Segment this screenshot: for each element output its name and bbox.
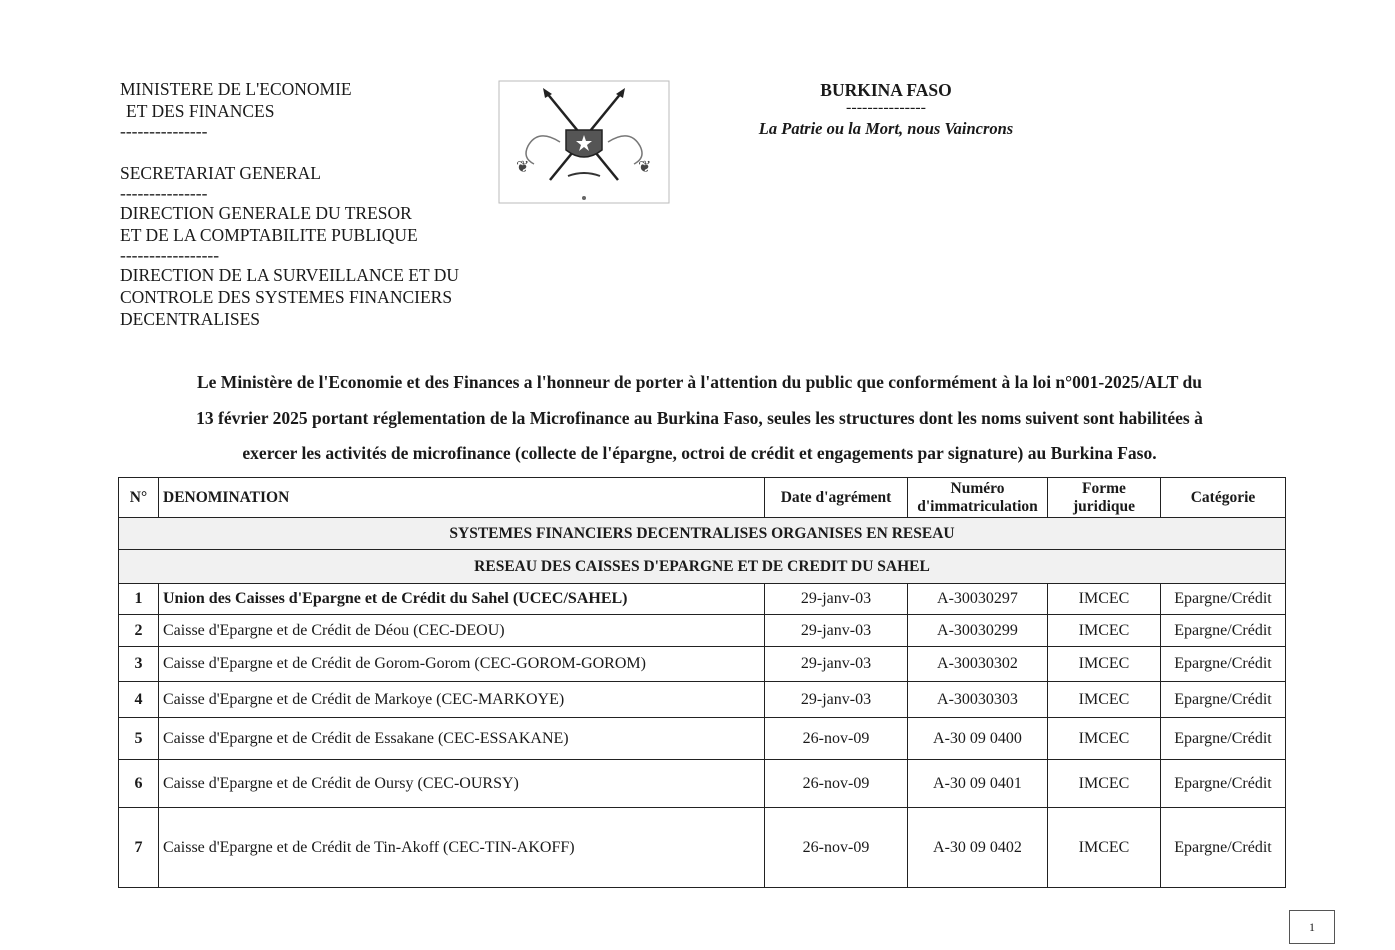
table-row <box>119 615 1286 647</box>
row-denomination: Caisse d'Epargne et de Crédit de Gorom-Gorom (CEC-GOROM-GOROM) <box>159 647 765 682</box>
row-numero: A-30 09 0400 <box>908 718 1048 760</box>
row-number: 7 <box>119 808 159 888</box>
col-numero-header: Numéro d'immatriculation <box>908 478 1048 518</box>
section-row <box>119 518 1286 550</box>
direction-line: DIRECTION DE LA SURVEILLANCE ET DU <box>120 265 460 285</box>
row-number: 3 <box>119 647 159 682</box>
col-date-header: Date d'agrément <box>765 478 908 518</box>
col-forme-header: Forme juridique <box>1048 478 1161 518</box>
row-date: 29-janv-03 <box>765 647 908 682</box>
intro-paragraph <box>112 365 1287 472</box>
row-number: 6 <box>119 760 159 808</box>
country-name: BURKINA FASO <box>820 80 952 100</box>
row-date: 29-janv-03 <box>765 615 908 647</box>
separator: --------------- <box>846 99 926 116</box>
table-row <box>119 808 1286 888</box>
row-forme: IMCEC <box>1048 760 1161 808</box>
row-denomination: Caisse d'Epargne et de Crédit de Markoye (CEC-MARKOYE) <box>159 682 765 718</box>
row-date: 26-nov-09 <box>765 808 908 888</box>
row-categorie: Epargne/Crédit <box>1161 584 1286 615</box>
row-categorie: Epargne/Crédit <box>1161 615 1286 647</box>
row-forme: IMCEC <box>1048 718 1161 760</box>
row-forme: IMCEC <box>1048 808 1161 888</box>
network-row <box>119 550 1286 584</box>
table-row <box>119 682 1286 718</box>
section-title: SYSTEMES FINANCIERS DECENTRALISES ORGANISES EN RESEAU <box>119 518 1286 550</box>
row-numero: A-30030299 <box>908 615 1048 647</box>
row-forme: IMCEC <box>1048 615 1161 647</box>
separator: --------------- <box>120 183 208 203</box>
row-number: 2 <box>119 615 159 647</box>
row-denomination: Caisse d'Epargne et de Crédit de Déou (CEC-DEOU) <box>159 615 765 647</box>
row-denomination: Caisse d'Epargne et de Crédit de Tin-Akoff (CEC-TIN-AKOFF) <box>159 808 765 888</box>
separator: ----------------- <box>120 245 220 265</box>
svg-text:❦: ❦ <box>638 157 652 176</box>
network-title: RESEAU DES CAISSES D'EPARGNE ET DE CREDIT DU SAHEL <box>119 550 1286 584</box>
direction-line: DIRECTION GENERALE DU TRESOR <box>120 203 412 223</box>
row-categorie: Epargne/Crédit <box>1161 682 1286 718</box>
microfinance-table <box>118 477 1286 888</box>
col-categorie-header: Catégorie <box>1161 478 1286 518</box>
row-number: 4 <box>119 682 159 718</box>
ministry-line: ET DES FINANCES <box>126 101 275 121</box>
row-categorie: Epargne/Crédit <box>1161 808 1286 888</box>
country-header <box>700 80 1072 139</box>
row-date: 29-janv-03 <box>765 682 908 718</box>
ministry-header <box>120 78 500 330</box>
row-denomination: Caisse d'Epargne et de Crédit de Essakane (CEC-ESSAKANE) <box>159 718 765 760</box>
row-numero: A-30 09 0401 <box>908 760 1048 808</box>
row-numero: A-30 09 0402 <box>908 808 1048 888</box>
table-row <box>119 718 1286 760</box>
row-categorie: Epargne/Crédit <box>1161 718 1286 760</box>
page-number: 1 <box>1289 910 1335 944</box>
table-row <box>119 760 1286 808</box>
national-motto: La Patrie ou la Mort, nous Vaincrons <box>758 119 1014 138</box>
row-denomination: Union des Caisses d'Epargne et de Crédit du Sahel (UCEC/SAHEL) <box>159 584 765 615</box>
intro-line: exercer les activités de microfinance (collecte de l'épargne, octroi de crédit et engagements par signature) au Burkina Faso. <box>242 443 1157 463</box>
svg-text:❦: ❦ <box>516 157 530 176</box>
coat-of-arms-icon <box>498 80 670 206</box>
row-categorie: Epargne/Crédit <box>1161 647 1286 682</box>
row-forme: IMCEC <box>1048 584 1161 615</box>
row-forme: IMCEC <box>1048 682 1161 718</box>
row-denomination: Caisse d'Epargne et de Crédit de Oursy (CEC-OURSY) <box>159 760 765 808</box>
row-forme: IMCEC <box>1048 647 1161 682</box>
table-row <box>119 647 1286 682</box>
table-row <box>119 584 1286 615</box>
row-date: 26-nov-09 <box>765 718 908 760</box>
direction-line: ET DE LA COMPTABILITE PUBLIQUE <box>120 225 418 245</box>
row-numero: A-30030297 <box>908 584 1048 615</box>
direction-line: CONTROLE DES SYSTEMES FINANCIERS <box>120 287 453 307</box>
intro-line: 13 février 2025 portant réglementation de la Microfinance au Burkina Faso, seules les structures dont les noms suivent sont habilitées à <box>196 407 1203 428</box>
intro-line: Le Ministère de l'Economie et des Finances a l'honneur de porter à l'attention du public que conformément à la loi n°001-2025/ALT du <box>196 372 1203 392</box>
secretariat-line: SECRETARIAT GENERAL <box>120 163 321 183</box>
direction-line: DECENTRALISES <box>120 309 260 329</box>
col-num-header: N° <box>119 478 159 518</box>
row-date: 29-janv-03 <box>765 584 908 615</box>
col-denomination-header: DENOMINATION <box>159 478 765 518</box>
row-numero: A-30030303 <box>908 682 1048 718</box>
row-categorie: Epargne/Crédit <box>1161 760 1286 808</box>
row-number: 1 <box>119 584 159 615</box>
row-numero: A-30030302 <box>908 647 1048 682</box>
separator: --------------- <box>120 121 208 141</box>
row-number: 5 <box>119 718 159 760</box>
table-header-row <box>119 478 1286 518</box>
ministry-line: MINISTERE DE L'ECONOMIE <box>120 79 352 99</box>
row-date: 26-nov-09 <box>765 760 908 808</box>
